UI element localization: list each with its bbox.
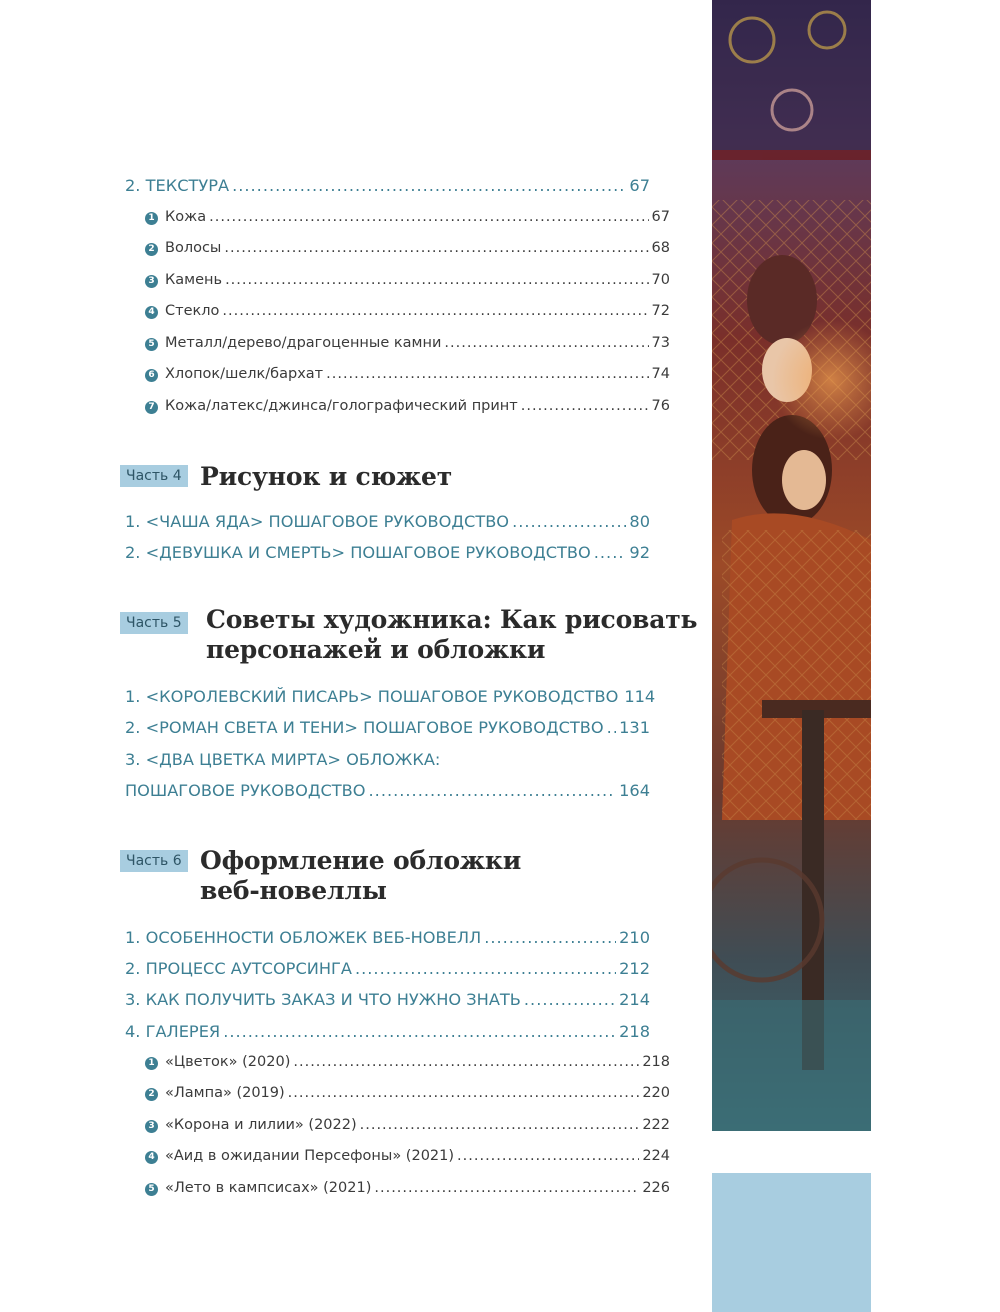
number-badge-icon: 1 (145, 212, 158, 225)
part-title-line: персонажей и обложки (206, 635, 546, 664)
toc-entry[interactable]: ПОШАГОВОЕ РУКОВОДСТВО ..... 164 (125, 781, 650, 805)
part-title-line: Советы художника: Как рисовать (206, 605, 698, 634)
number-badge-icon: 2 (145, 243, 158, 256)
part-title-line: Оформление обложки (200, 846, 522, 875)
toc-subentry[interactable]: 3 «Корона и лилии» (2022) ..... 222 (145, 1117, 670, 1141)
part-badge: Часть 5 (120, 612, 188, 634)
toc-subentry[interactable]: 5 «Лето в кампсисах» (2021) ..... 226 (145, 1180, 670, 1204)
number-badge-icon: 3 (145, 1120, 158, 1133)
side-color-block (712, 1173, 871, 1312)
toc-subentry[interactable]: 4 «Аид в ожидании Персефоны» (2021) ..... 224 (145, 1148, 670, 1172)
part-title-line: веб-новеллы (200, 876, 387, 905)
number-badge-icon: 4 (145, 306, 158, 319)
toc-subentry[interactable]: 1 Кожа ..... 67 (145, 209, 670, 233)
toc-subentry[interactable]: 6 Хлопок/шелк/бархат ..... 74 (145, 366, 670, 390)
toc-entry-line1[interactable]: 3. <ДВА ЦВЕТКА МИРТА> ОБЛОЖКА: (125, 750, 441, 769)
toc-subentry[interactable]: 3 Камень ..... 70 (145, 272, 670, 296)
toc-subentry[interactable]: 2 «Лампа» (2019) ..... 220 (145, 1085, 670, 1109)
toc-entry[interactable]: 1. <ЧАША ЯДА> ПОШАГОВОЕ РУКОВОДСТВО ..... 80 (125, 512, 650, 536)
illustration-svg (712, 0, 871, 1131)
toc-entry-texture[interactable]: 2. ТЕКСТУРА ..... 67 (125, 176, 650, 200)
toc-entry[interactable]: 2. ПРОЦЕСС АУТСОРСИНГА ..... 212 (125, 959, 650, 983)
number-badge-icon: 6 (145, 369, 158, 382)
leader-dots (232, 176, 626, 195)
toc-subentry[interactable]: 5 Металл/дерево/драгоценные камни ..... 73 (145, 335, 670, 359)
number-badge-icon: 5 (145, 1183, 158, 1196)
part-badge: Часть 6 (120, 850, 188, 872)
number-badge-icon: 1 (145, 1057, 158, 1070)
toc-entry[interactable]: 1. ОСОБЕННОСТИ ОБЛОЖЕК ВЕБ-НОВЕЛЛ ..... 210 (125, 928, 650, 952)
number-badge-icon: 2 (145, 1088, 158, 1101)
toc-subentry[interactable]: 2 Волосы ..... 68 (145, 240, 670, 264)
toc-subentry[interactable]: 4 Стекло ..... 72 (145, 303, 670, 327)
part-badge: Часть 4 (120, 465, 188, 487)
number-badge-icon: 7 (145, 401, 158, 414)
toc-entry[interactable]: 4. ГАЛЕРЕЯ ..... 218 (125, 1022, 650, 1046)
part-title (206, 605, 697, 665)
part-title (200, 846, 521, 906)
toc-subentry[interactable]: 7 Кожа/латекс/джинса/голографический принт ..... 76 (145, 398, 670, 422)
part-title: Рисунок и сюжет (200, 462, 453, 491)
number-badge-icon: 5 (145, 338, 158, 351)
number-badge-icon: 4 (145, 1151, 158, 1164)
side-illustration (712, 0, 871, 1131)
number-badge-icon: 3 (145, 275, 158, 288)
toc-entry[interactable]: 2. <РОМАН СВЕТА И ТЕНИ> ПОШАГОВОЕ РУКОВОДСТВО ..... 131 (125, 718, 650, 742)
toc-subentry[interactable]: 1 «Цветок» (2020) ..... 218 (145, 1054, 670, 1078)
toc-entry[interactable]: 3. КАК ПОЛУЧИТЬ ЗАКАЗ И ЧТО НУЖНО ЗНАТЬ ..... 214 (125, 990, 650, 1014)
toc-entry[interactable]: 1. <КОРОЛЕВСКИЙ ПИСАРЬ> ПОШАГОВОЕ РУКОВОДСТВО 114 (125, 687, 656, 706)
toc-entry[interactable]: 2. <ДЕВУШКА И СМЕРТЬ> ПОШАГОВОЕ РУКОВОДСТВО ..... 92 (125, 543, 650, 567)
